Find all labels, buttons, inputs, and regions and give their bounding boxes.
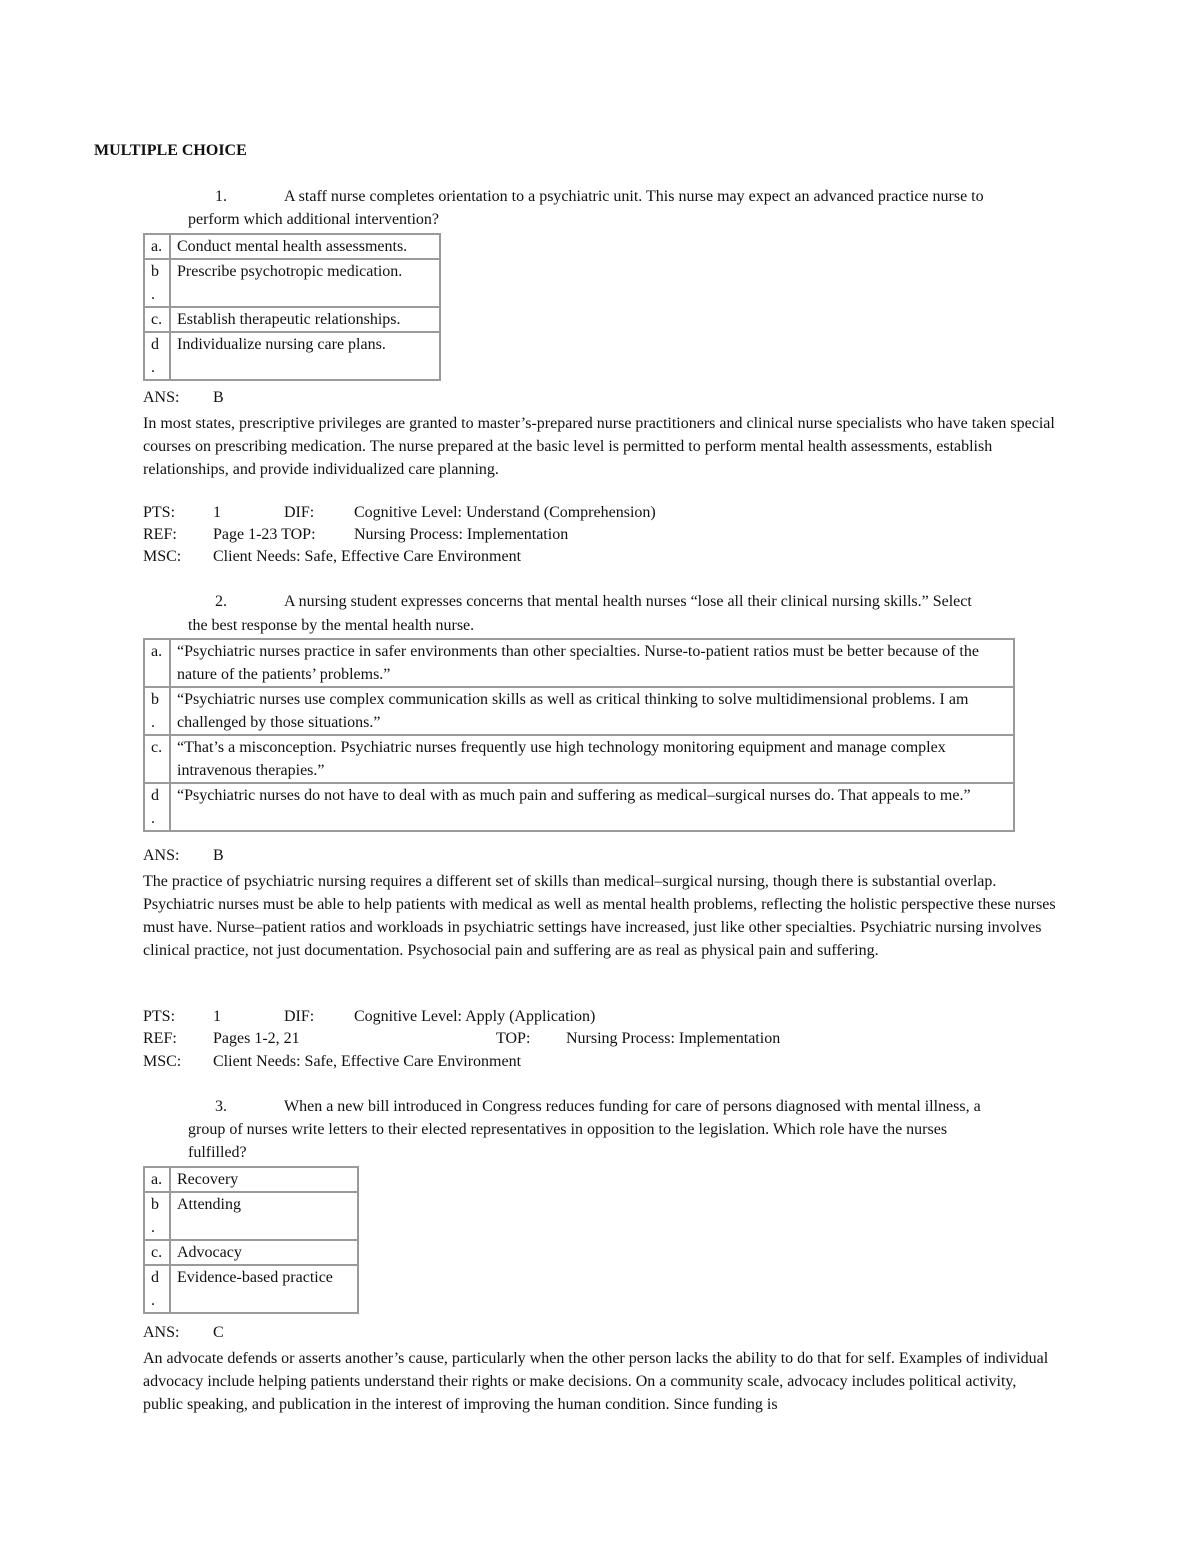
- choice-row[interactable]: [144, 783, 1014, 831]
- choice-row[interactable]: [144, 259, 440, 307]
- question-1-choices: [143, 233, 441, 381]
- choice-text: “Psychiatric nurses do not have to deal with as much pain and suffering as medical–surgical nurses do. That appeals to me.”: [170, 783, 1014, 831]
- choice-text: “Psychiatric nurses practice in safer environments than other specialties. Nurse-to-patient ratios must be better because of the nature of the patients’ problems.”: [170, 639, 1014, 687]
- choice-text: “Psychiatric nurses use complex communication skills as well as critical thinking to solve multidimensional problems. I am challenged by those situations.”: [170, 687, 1014, 735]
- question-2-number: 2.: [215, 593, 227, 610]
- answer-label: ANS:: [143, 847, 180, 864]
- question-2-stem-line-1: A nursing student expresses concerns that mental health nurses “lose all their clinical nursing skills.” Select: [284, 593, 972, 610]
- choice-row[interactable]: [144, 639, 1014, 687]
- choice-text: Advocacy: [170, 1240, 358, 1265]
- pts-label: PTS:: [143, 504, 176, 521]
- msc-label: MSC:: [143, 548, 182, 565]
- choice-row[interactable]: [144, 234, 440, 259]
- rationale: The practice of psychiatric nursing requires a different set of skills than medical–surgical nursing, though there is substantial overlap. Psychiatric nurses must be able to help patients with medical as well as mental health problems, reflecting the holistic perspective these nurses must have. Nurse–patient ratios and workloads in psychiatric settings have increased, just like other specialties. Psychiatric nursing involves clinical practice, not just documentation. Psychosocial pain and suffering are as real as physical pain and suffering.: [143, 873, 1056, 959]
- ref-label: REF:: [143, 526, 177, 543]
- msc-value: Client Needs: Safe, Effective Care Environment: [213, 548, 522, 565]
- answer-value: C: [213, 1324, 224, 1341]
- choice-text: Individualize nursing care plans.: [170, 332, 440, 380]
- dif-value: Cognitive Level: Apply (Application): [354, 1008, 596, 1025]
- choice-letter: b .: [144, 259, 170, 307]
- top-value: Nursing Process: Implementation: [354, 526, 569, 543]
- choice-text: “That’s a misconception. Psychiatric nurses frequently use high technology monitoring equipment and manage complex intravenous therapies.”: [170, 735, 1014, 783]
- choice-letter: d .: [144, 783, 170, 831]
- choice-row[interactable]: [144, 1192, 358, 1240]
- question-2-choices: [143, 638, 1015, 832]
- question-3-choices: [143, 1166, 359, 1314]
- rationale: In most states, prescriptive privileges are granted to master’s-prepared nurse practitioners and clinical nurse specialists who have taken special courses on prescribing medication. The nurse prepared at the basic level is permitted to perform mental health assessments, establish relationships, and provide individualized care planning.: [143, 415, 1055, 478]
- question-3-stem-line-2: group of nurses write letters to their elected representatives in opposition to the legislation. Which role have the nurses: [188, 1121, 948, 1138]
- choice-row[interactable]: [144, 1167, 358, 1192]
- choice-text: Prescribe psychotropic medication.: [170, 259, 440, 307]
- dif-label: DIF:: [284, 1008, 315, 1025]
- pts-value: 1: [213, 504, 221, 521]
- choice-row[interactable]: [144, 735, 1014, 783]
- choice-text: Conduct mental health assessments.: [170, 234, 440, 259]
- dif-value: Cognitive Level: Understand (Comprehension): [354, 504, 656, 521]
- choice-letter: d .: [144, 332, 170, 380]
- ref-value: Page 1-23 TOP:: [213, 526, 316, 543]
- ref-label: REF:: [143, 1030, 177, 1047]
- choice-letter: c.: [144, 307, 170, 332]
- question-2-stem-line-2: the best response by the mental health nurse.: [188, 617, 475, 634]
- top-value: Nursing Process: Implementation: [566, 1030, 781, 1047]
- choice-text: Recovery: [170, 1167, 358, 1192]
- rationale: An advocate defends or asserts another’s cause, particularly when the other person lacks the ability to do that for self. Examples of individual advocacy include helping patients understand their rights or make decisions. On a community scale, advocacy includes political activity, public speaking, and publication in the interest of improving the human condition. Since funding is: [143, 1350, 1049, 1413]
- choice-row[interactable]: [144, 1240, 358, 1265]
- answer-value: B: [213, 847, 224, 864]
- ref-value: Pages 1-2, 21: [213, 1030, 300, 1047]
- question-1-stem-line-1: A staff nurse completes orientation to a psychiatric unit. This nurse may expect an advanced practice nurse to: [284, 188, 984, 205]
- question-1-number: 1.: [215, 188, 227, 205]
- choice-row[interactable]: [144, 687, 1014, 735]
- choice-row[interactable]: [144, 1265, 358, 1313]
- answer-value: B: [213, 389, 224, 406]
- choice-letter: a.: [144, 234, 170, 259]
- choice-row[interactable]: [144, 332, 440, 380]
- dif-label: DIF:: [284, 504, 315, 521]
- pts-value: 1: [213, 1008, 221, 1025]
- choice-letter: d .: [144, 1265, 170, 1313]
- msc-value: Client Needs: Safe, Effective Care Environment: [213, 1053, 522, 1070]
- answer-label: ANS:: [143, 1324, 180, 1341]
- choice-letter: c.: [144, 1240, 170, 1265]
- answer-label: ANS:: [143, 389, 180, 406]
- choice-letter: c.: [144, 735, 170, 783]
- choice-letter: b .: [144, 687, 170, 735]
- msc-label: MSC:: [143, 1053, 182, 1070]
- choice-text: Establish therapeutic relationships.: [170, 307, 440, 332]
- choice-text: Evidence-based practice: [170, 1265, 358, 1313]
- choice-row[interactable]: [144, 307, 440, 332]
- question-3-number: 3.: [215, 1098, 227, 1115]
- question-3-stem-line-1: When a new bill introduced in Congress reduces funding for care of persons diagnosed with mental illness, a: [284, 1098, 981, 1115]
- choice-letter: a.: [144, 1167, 170, 1192]
- choice-letter: b .: [144, 1192, 170, 1240]
- choice-letter: a.: [144, 639, 170, 687]
- section-heading: MULTIPLE CHOICE: [94, 142, 247, 159]
- pts-label: PTS:: [143, 1008, 176, 1025]
- question-1-stem-line-2: perform which additional intervention?: [188, 211, 440, 228]
- top-label: TOP:: [496, 1030, 531, 1047]
- choice-text: Attending: [170, 1192, 358, 1240]
- question-3-stem-line-3: fulfilled?: [188, 1144, 247, 1161]
